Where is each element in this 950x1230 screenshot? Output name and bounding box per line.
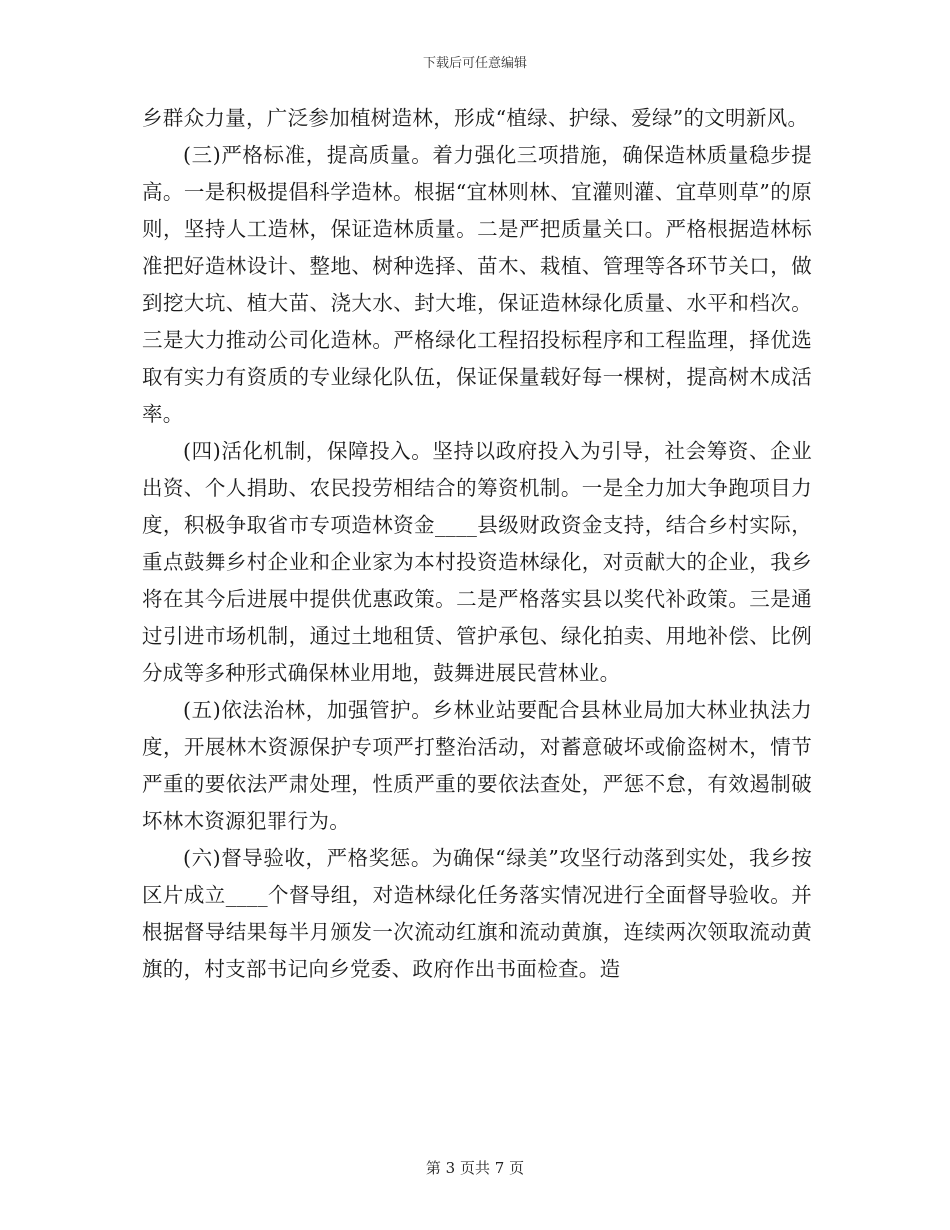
paragraph-3: (四)活化机制，保障投入。坚持以政府投入为引导，社会筹资、企业出资、个人捐助、农民投劳相结合的筹资机制。一是全力加大争跑项目力度，积极争取省市专项造林资金____县级财政资金支持，结合乡村实际，重点鼓舞乡村企业和企业家为本村投资造林绿化，对贡献大的企业，我乡将在其今后进展中提供优惠政策。二是严格落实县以奖代补政策。三是通过引进市场机制，通过土地租赁、管护承包、绿化拍卖、用地补偿、比例分成等多种形式确保林业用地，鼓舞进展民营林业。 — [142, 439, 812, 685]
paragraph-5: (六)督导验收，严格奖惩。为确保“绿美”攻坚行动落到实处，我乡按区片成立____个督导组，对造林绿化任务落实情况进行全面督导验收。并根据督导结果每半月颁发一次流动红旗和流动黄旗，连续两次领取流动黄旗的，村支部书记向乡党委、政府作出书面检查。造 — [142, 846, 812, 981]
paragraph-4: (五)依法治林，加强管护。乡林业站要配合县林业局加大林业执法力度，开展林木资源保护专项严打整治活动，对蓄意破坏或偷盗树木，情节严重的要依法严肃处理，性质严重的要依法查处，严惩不怠，有效遏制破坏林木资源犯罪行为。 — [142, 698, 812, 833]
page-footer: 第 3 页共 7 页 — [425, 1159, 525, 1177]
document-body — [142, 100, 812, 988]
paragraph-1: 乡群众力量，广泛参加植树造林，形成“植绿、护绿、爱绿”的文明新风。 — [142, 106, 809, 130]
paragraph-2: (三)严格标准，提高质量。着力强化三项措施，确保造林质量稳步提高。一是积极提倡科学造林。根据“宜林则林、宜灌则灌、宜草则草”的原则，坚持人工造林，保证造林质量。二是严把质量关口。严格根据造林标准把好造林设计、整地、树种选择、苗木、栽植、管理等各环节关口，做到挖大坑、植大苗、浇大水、封大堆，保证造林绿化质量、水平和档次。三是大力推动公司化造林。严格绿化工程招投标程序和工程监理，择优选取有实力有资质的专业绿化队伍，保证保量载好每一棵树，提高树木成活率。 — [142, 143, 812, 426]
page-header: 下载后可任意编辑 — [422, 56, 527, 71]
